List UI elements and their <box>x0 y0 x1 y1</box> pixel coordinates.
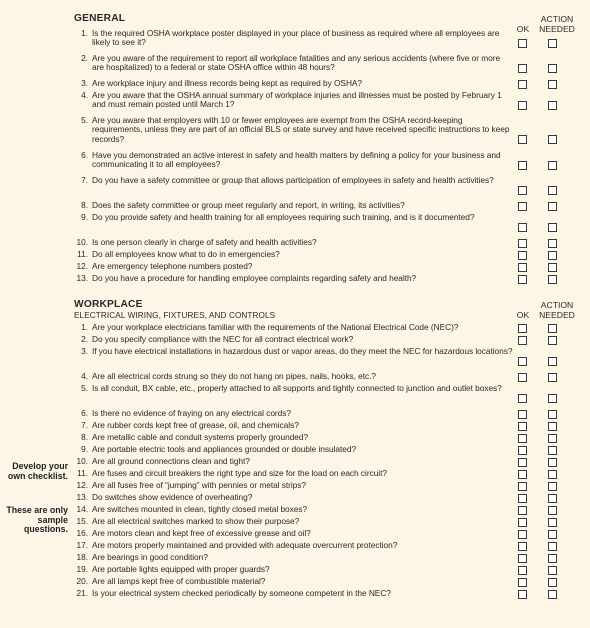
question-text: Are all electrical cords strung so they do not hang on pipes, nails, hooks, etc.? <box>92 371 376 381</box>
question-text: Are workplace injury and illness records being kept as required by OSHA? <box>92 78 363 88</box>
question-number: 11. <box>77 468 88 478</box>
question-row <box>74 323 514 332</box>
question-text: Are switches mounted in clean, tightly closed metal boxes? <box>92 504 308 514</box>
question-number: 2. <box>81 334 88 344</box>
ok-checkbox[interactable] <box>518 80 527 89</box>
question-text: Are you aware that employers with 10 or fewer employees are exempt from the OSHA record-keeping requirements, unless they are part of an official BLS or state survey and have received specific instructions to keep records? <box>92 115 510 144</box>
question-text: Does the safety committee or group meet regularly and report, in writing, its activities? <box>92 200 405 210</box>
action-needed-checkbox[interactable] <box>548 590 557 599</box>
question-text: Do you specify compliance with the NEC for all contract electrical work? <box>92 334 354 344</box>
action-needed-checkbox[interactable] <box>548 542 557 551</box>
action-needed-checkbox[interactable] <box>548 101 557 110</box>
question-number: 3. <box>81 346 88 356</box>
ok-checkbox[interactable] <box>518 324 527 333</box>
question-text: Is there no evidence of fraying on any electrical cords? <box>92 408 291 418</box>
ok-checkbox[interactable] <box>518 39 527 48</box>
question-row <box>74 91 514 110</box>
action-needed-checkbox[interactable] <box>548 161 557 170</box>
action-needed-checkbox[interactable] <box>548 530 557 539</box>
question-number: 3. <box>81 78 88 88</box>
question-text: If you have electrical installations in hazardous dust or vapor areas, do they meet the NEC for hazardous locations? <box>92 346 513 356</box>
action-needed-checkbox[interactable] <box>548 422 557 431</box>
question-row <box>74 505 514 514</box>
question-number: 16. <box>76 528 88 538</box>
side-note-develop: Develop your own checklist. <box>7 461 68 481</box>
ok-checkbox[interactable] <box>518 446 527 455</box>
action-needed-checkbox[interactable] <box>548 223 557 232</box>
question-row <box>74 274 514 283</box>
action-needed-checkbox[interactable] <box>548 186 557 195</box>
action-needed-checkbox[interactable] <box>548 482 557 491</box>
question-number: 5. <box>81 383 88 393</box>
question-text: Is one person clearly in charge of safety and health activities? <box>92 237 317 247</box>
question-text: Are all fuses free of “jumping” with pennies or metal strips? <box>92 480 306 490</box>
action-needed-checkbox[interactable] <box>548 275 557 284</box>
question-row <box>74 517 514 526</box>
question-number: 6. <box>81 408 88 418</box>
ok-checkbox[interactable] <box>518 506 527 515</box>
action-needed-checkbox[interactable] <box>548 357 557 366</box>
question-number: 12. <box>76 261 88 271</box>
ok-checkbox[interactable] <box>518 64 527 73</box>
question-row <box>74 493 514 502</box>
question-text: Are rubber cords kept free of grease, oil, and chemicals? <box>92 420 299 430</box>
ok-checkbox[interactable] <box>518 263 527 272</box>
action-needed-checkbox[interactable] <box>548 506 557 515</box>
question-text: Are fuses and circuit breakers the right type and size for the load on each circuit? <box>92 468 387 478</box>
column-header-action: ACTION <box>540 14 574 24</box>
question-row <box>74 335 514 344</box>
question-row <box>74 347 514 356</box>
question-row <box>74 541 514 550</box>
action-needed-checkbox[interactable] <box>548 578 557 587</box>
question-number: 13. <box>76 273 88 283</box>
ok-checkbox[interactable] <box>518 482 527 491</box>
question-row <box>74 262 514 271</box>
ok-checkbox[interactable] <box>518 251 527 260</box>
ok-checkbox[interactable] <box>518 470 527 479</box>
question-number: 10. <box>76 456 88 466</box>
ok-checkbox[interactable] <box>518 566 527 575</box>
question-number: 20. <box>76 576 88 586</box>
action-needed-checkbox[interactable] <box>548 239 557 248</box>
question-text: Are all ground connections clean and tight? <box>92 456 250 466</box>
question-number: 19. <box>76 564 88 574</box>
question-number: 4. <box>81 371 88 381</box>
question-row <box>74 54 514 73</box>
question-number: 21. <box>76 588 88 598</box>
action-needed-checkbox[interactable] <box>548 458 557 467</box>
question-row <box>74 201 514 210</box>
action-needed-checkbox[interactable] <box>548 518 557 527</box>
ok-checkbox[interactable] <box>518 542 527 551</box>
question-row <box>74 457 514 466</box>
question-number: 9. <box>81 444 88 454</box>
ok-checkbox[interactable] <box>518 275 527 284</box>
question-number: 11. <box>77 249 88 259</box>
ok-checkbox[interactable] <box>518 202 527 211</box>
question-number: 1. <box>81 28 88 38</box>
ok-checkbox[interactable] <box>518 101 527 110</box>
ok-checkbox[interactable] <box>518 554 527 563</box>
question-row <box>74 481 514 490</box>
section-title: WORKPLACE <box>74 299 143 310</box>
question-row <box>74 553 514 562</box>
question-row <box>74 445 514 454</box>
ok-checkbox[interactable] <box>518 590 527 599</box>
question-row <box>74 79 514 88</box>
question-number: 5. <box>81 115 88 125</box>
question-number: 4. <box>81 90 88 100</box>
question-number: 6. <box>81 150 88 160</box>
question-number: 13. <box>76 492 88 502</box>
action-needed-checkbox[interactable] <box>548 446 557 455</box>
ok-checkbox[interactable] <box>518 518 527 527</box>
question-number: 14. <box>76 504 88 514</box>
question-row <box>74 384 514 393</box>
question-text: Are portable electric tools and appliances grounded or double insulated? <box>92 444 357 454</box>
ok-checkbox[interactable] <box>518 494 527 503</box>
section-subtitle: ELECTRICAL WIRING, FIXTURES, AND CONTROLS <box>74 311 276 320</box>
question-text: Are metallic cable and conduit systems properly grounded? <box>92 432 309 442</box>
question-number: 9. <box>81 212 88 222</box>
question-row <box>74 176 514 185</box>
question-row <box>74 529 514 538</box>
ok-checkbox[interactable] <box>518 239 527 248</box>
question-number: 12. <box>76 480 88 490</box>
ok-checkbox[interactable] <box>518 434 527 443</box>
action-needed-checkbox[interactable] <box>548 394 557 403</box>
column-header-needed: NEEDED <box>539 24 575 34</box>
action-needed-checkbox[interactable] <box>548 263 557 272</box>
column-header-needed: NEEDED <box>539 310 575 320</box>
ok-checkbox[interactable] <box>518 530 527 539</box>
question-number: 10. <box>76 237 88 247</box>
question-text: Do you have a safety committee or group that allows participation of employees in safety and health activities? <box>92 175 494 185</box>
action-needed-checkbox[interactable] <box>548 135 557 144</box>
question-row <box>74 29 514 48</box>
column-header-action: ACTION <box>540 300 574 310</box>
question-row <box>74 589 514 598</box>
question-row <box>74 565 514 574</box>
ok-checkbox[interactable] <box>518 223 527 232</box>
question-text: Are you aware that the OSHA annual summary of workplace injuries and illnesses must be posted by February 1 and must remain posted until March 1? <box>92 90 502 110</box>
question-row <box>74 469 514 478</box>
ok-checkbox[interactable] <box>518 357 527 366</box>
ok-checkbox[interactable] <box>518 186 527 195</box>
ok-checkbox[interactable] <box>518 161 527 170</box>
question-text: Are motors properly maintained and provided with adequate overcurrent protection? <box>92 540 398 550</box>
ok-checkbox[interactable] <box>518 336 527 345</box>
action-needed-checkbox[interactable] <box>548 202 557 211</box>
question-number: 8. <box>81 200 88 210</box>
question-number: 1. <box>81 322 88 332</box>
action-needed-checkbox[interactable] <box>548 434 557 443</box>
action-needed-checkbox[interactable] <box>548 410 557 419</box>
question-number: 2. <box>81 53 88 63</box>
question-text: Is the required OSHA workplace poster displayed in your place of business as required where all employees are likely to see it? <box>92 28 500 48</box>
question-text: Do you have a procedure for handling employee complaints regarding safety and health? <box>92 273 417 283</box>
question-number: 8. <box>81 432 88 442</box>
question-text: Are you aware of the requirement to report all workplace fatalities and any serious accidents (where five or more are hospitalized) to a federal or state OSHA office within 48 hours? <box>92 53 501 73</box>
question-row <box>74 433 514 442</box>
ok-checkbox[interactable] <box>518 422 527 431</box>
ok-checkbox[interactable] <box>518 373 527 382</box>
question-number: 7. <box>81 175 88 185</box>
action-needed-checkbox[interactable] <box>548 336 557 345</box>
action-needed-checkbox[interactable] <box>548 494 557 503</box>
question-number: 15. <box>76 516 88 526</box>
action-needed-checkbox[interactable] <box>548 39 557 48</box>
action-needed-checkbox[interactable] <box>548 80 557 89</box>
ok-checkbox[interactable] <box>518 410 527 419</box>
question-row <box>74 372 514 381</box>
question-text: Are your workplace electricians familiar with the requirements of the National Electrical Code (NEC)? <box>92 322 459 332</box>
question-row <box>74 421 514 430</box>
column-header-ok: OK <box>516 24 530 34</box>
action-needed-checkbox[interactable] <box>548 324 557 333</box>
action-needed-checkbox[interactable] <box>548 373 557 382</box>
question-text: Do all employees know what to do in emergencies? <box>92 249 280 259</box>
question-row <box>74 116 514 144</box>
action-needed-checkbox[interactable] <box>548 251 557 260</box>
section-title: GENERAL <box>74 13 126 24</box>
side-note-sample: These are only sample questions. <box>6 505 68 535</box>
ok-checkbox[interactable] <box>518 135 527 144</box>
question-row <box>74 577 514 586</box>
question-text: Is all conduit, BX cable, etc., properly attached to all supports and tightly connected to junction and outlet boxes? <box>92 383 502 393</box>
question-number: 7. <box>81 420 88 430</box>
question-number: 17. <box>76 540 88 550</box>
ok-checkbox[interactable] <box>518 578 527 587</box>
ok-checkbox[interactable] <box>518 458 527 467</box>
question-row <box>74 409 514 418</box>
action-needed-checkbox[interactable] <box>548 64 557 73</box>
question-text: Do switches show evidence of overheating? <box>92 492 253 502</box>
question-text: Do you provide safety and health training for all employees requiring such training, and is it documented? <box>92 212 475 222</box>
action-needed-checkbox[interactable] <box>548 566 557 575</box>
question-row <box>74 151 514 170</box>
question-row <box>74 238 514 247</box>
action-needed-checkbox[interactable] <box>548 470 557 479</box>
ok-checkbox[interactable] <box>518 394 527 403</box>
question-number: 18. <box>76 552 88 562</box>
action-needed-checkbox[interactable] <box>548 554 557 563</box>
question-row <box>74 213 514 222</box>
question-text: Have you demonstrated an active interest in safety and health matters by defining a policy for your business and communicating it to all employees? <box>92 150 501 170</box>
question-text: Are motors clean and kept free of excessive grease and oil? <box>92 528 311 538</box>
question-text: Are all lamps kept free of combustible material? <box>92 576 266 586</box>
question-row <box>74 250 514 259</box>
column-header-ok: OK <box>516 310 530 320</box>
question-text: Is your electrical system checked periodically by someone competent in the NEC? <box>92 588 391 598</box>
question-text: Are emergency telephone numbers posted? <box>92 261 253 271</box>
question-text: Are all electrical switches marked to show their purpose? <box>92 516 300 526</box>
question-text: Are portable lights equipped with proper guards? <box>92 564 270 574</box>
question-text: Are bearings in good condition? <box>92 552 208 562</box>
